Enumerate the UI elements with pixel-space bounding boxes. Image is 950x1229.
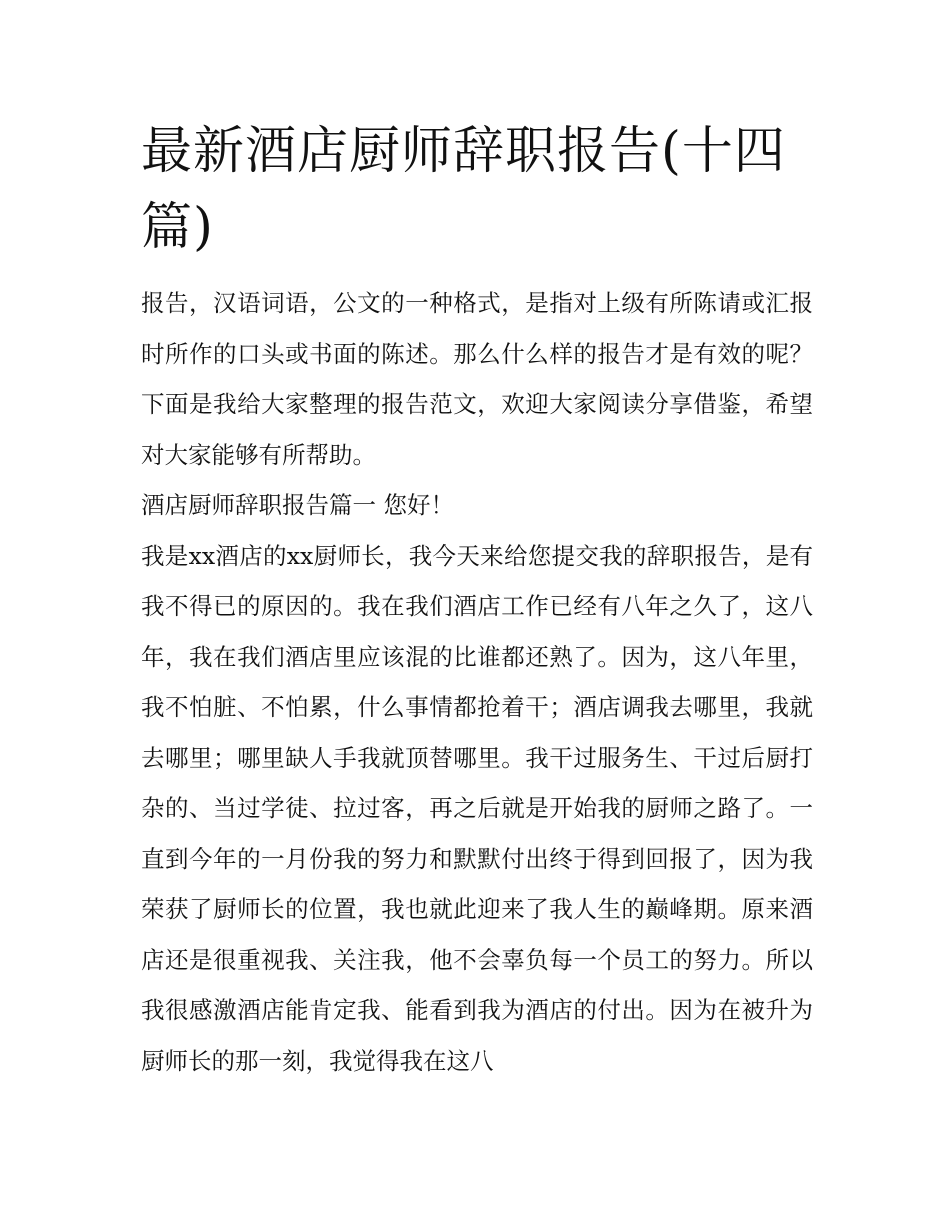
body-paragraph: 我是xx酒店的xx厨师长，我今天来给您提交我的辞职报告，是有我不得已的原因的。我在我们酒店工作已经有八年之久了，这八年，我在我们酒店里应该混的比谁都还熟了。因为，这八年里，我不怕脏、不怕累，什么事情都抢着干；酒店调我去哪里，我就去哪里；哪里缺人手我就顶替哪里。我干过服务生、干过后厨打杂的、当过学徒、拉过客，再之后就是开始我的厨师之路了。一直到今年的一月份我的努力和默默付出终于得到回报了，因为我荣获了厨师长的位置，我也就此迎来了我人生的巅峰期。原来酒店还是很重视我、关注我，他不会辜负每一个员工的努力。所以我很感激酒店能肯定我、能看到我为酒店的付出。因为在被升为厨师长的那一刻，我觉得我在这八 xyxy=(141,541,813,1075)
document-title: 最新酒店厨师辞职报告(十四篇) xyxy=(141,122,786,257)
section-heading-paragraph: 酒店厨师辞职报告篇一 您好！ xyxy=(141,491,454,519)
intro-paragraph: 报告，汉语词语，公文的一种格式，是指对上级有所陈请或汇报时所作的口头或书面的陈述。那么什么样的报告才是有效的呢？下面是我给大家整理的报告范文，欢迎大家阅读分享借鉴，希望对大家能够有所帮助。 xyxy=(141,289,813,469)
document-body xyxy=(141,278,813,1086)
